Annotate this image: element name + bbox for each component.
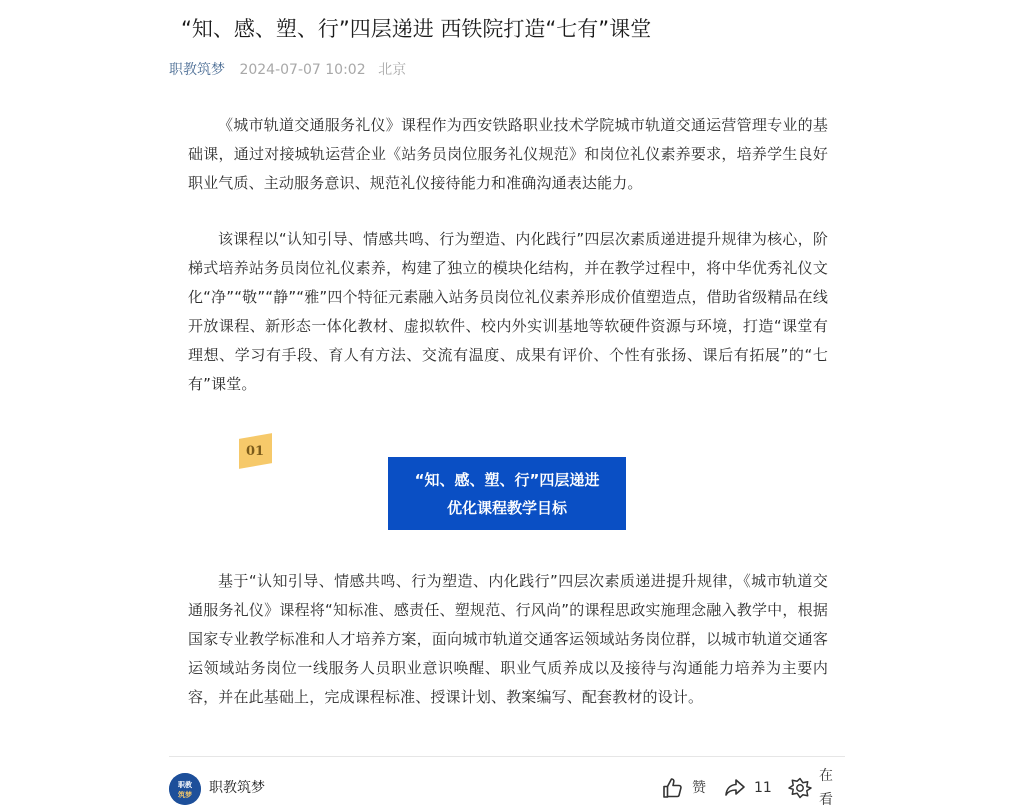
publish-date: 2024-07-07 10:02 — [239, 62, 366, 78]
like-label: 赞 — [692, 780, 706, 796]
share-arrow-icon — [723, 776, 747, 800]
article-meta — [169, 59, 414, 81]
article-title: “知、感、塑、行”四层递进 西铁院打造“七有”课堂 — [181, 17, 652, 41]
account-avatar[interactable] — [169, 773, 201, 805]
avatar-text-top: 职教 — [178, 781, 192, 789]
section-number-badge — [239, 433, 272, 469]
section-heading-line1: “知、感、塑、行”四层递进 — [414, 470, 600, 489]
section-heading-box — [388, 457, 626, 530]
thumbs-up-icon — [661, 776, 685, 800]
view-label: 在看 — [819, 768, 833, 808]
share-count: 11 — [754, 780, 772, 796]
paragraph-intro: 《城市轨道交通服务礼仪》课程作为西安铁路职业技术学院城市轨道交通运营管理专业的基础课，通过对接城轨运营企业《站务员岗位服务礼仪规范》和岗位礼仪素养要求，培养学生良好职业气质、主动服务意识、规范礼仪接待能力和准确沟通表达能力。 — [188, 116, 828, 192]
section-number: 01 — [246, 443, 265, 459]
section-heading-line2: 优化课程教学目标 — [446, 498, 567, 517]
avatar-logo — [169, 773, 201, 805]
paragraph-section-body: 基于“认知引导、情感共鸣、行为塑造、内化践行”四层次素质递进提升规律，《城市轨道交通服务礼仪》课程将“知标准、感责任、塑规范、行风尚”的课程思政实施理念融入教学中，根据国家专业教学标准和人才培养方案，面向城市轨道交通客运领域站务岗位群，以城市轨道交通客运领域站务岗位一线服务人员职业意识唤醒、职业气质养成以及接待与沟通能力培养为主要内容，并在此基础上，完成课程标准、授课计划、教案编写、配套教材的设计。 — [188, 572, 828, 706]
paragraph-method: 该课程以“认知引导、情感共鸣、行为塑造、内化践行”四层次素质递进提升规律为核心，阶梯式培养站务员岗位礼仪素养，构建了独立的模块化结构，并在教学过程中，将中华优秀礼仪文化“净”“敬”“静”“雅”四个特征元素融入站务员岗位礼仪素养形成价值塑造点，借助省级精品在线开放课程、新形态一体化教材、虚拟软件、校内外实训基地等软硬件资源与环境，打造“课堂有理想、学习有手段、育人有方法、交流有温度、成果有评价、个性有张扬、课后有拓展”的“七有”课堂。 — [188, 230, 828, 393]
avatar-text-bottom: 筑梦 — [178, 791, 192, 799]
share-button[interactable] — [723, 776, 772, 800]
article-footer — [169, 770, 845, 806]
account-name[interactable]: 职教筑梦 — [209, 780, 265, 796]
like-button[interactable] — [661, 776, 706, 800]
view-button[interactable] — [788, 768, 845, 808]
flower-icon — [788, 776, 812, 800]
publish-location: 北京 — [378, 62, 407, 78]
author-link[interactable]: 职教筑梦 — [169, 62, 225, 78]
footer-divider — [169, 756, 845, 757]
